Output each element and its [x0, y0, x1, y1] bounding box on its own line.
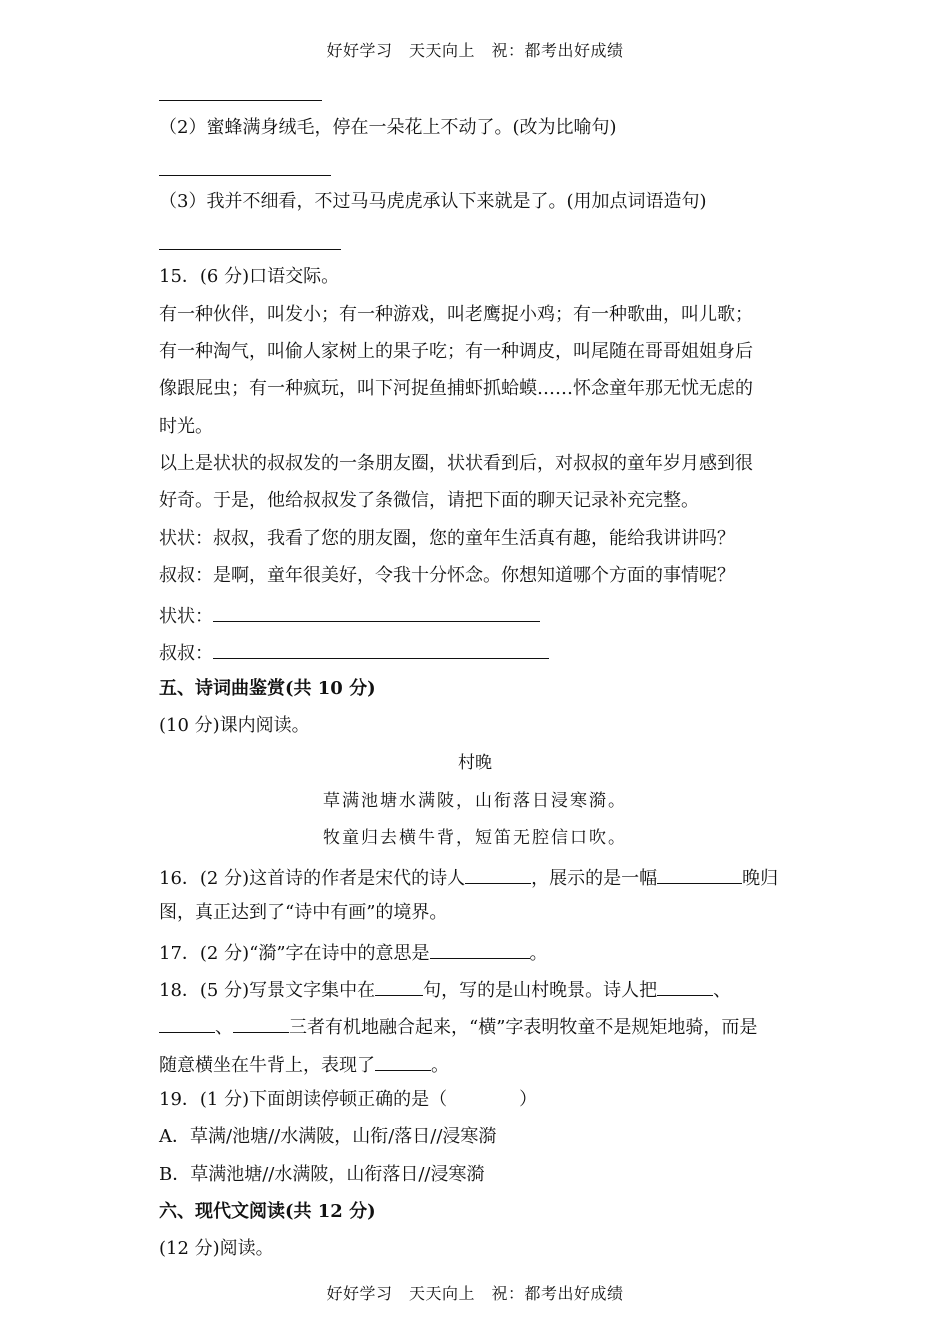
q19-option-a[interactable]: A．草满/池塘//水满陂，山衔/落日//浸寒漪	[159, 1126, 497, 1147]
answer-line	[159, 100, 322, 101]
section-five-intro: (10 分)课内阅读。	[159, 715, 310, 736]
q18-text: 随意横坐在牛背上，表现了	[159, 1055, 375, 1076]
answer-blank[interactable]	[233, 1014, 289, 1033]
q15-title: 15．(6 分)口语交际。	[159, 266, 340, 287]
poem-line: 草满池塘水满陂，山衔落日浸寒漪。	[323, 791, 627, 811]
q19-option-b[interactable]: B．草满池塘//水满陂，山衔落日//浸寒漪	[159, 1164, 485, 1185]
chat-reply-uncle	[159, 640, 549, 665]
answer-blank[interactable]	[465, 865, 531, 884]
chat-reply-zhuangzhuang	[159, 603, 540, 628]
q18-text: 、	[215, 1017, 233, 1038]
chat-line: 状状：叔叔，我看了您的朋友圈，您的童年生活真有趣，能给我讲讲吗？	[159, 528, 735, 549]
answer-blank[interactable]	[430, 940, 530, 959]
q18-text: 三者有机地融合起来，“横”字表明牧童不是规矩地骑，而是	[289, 1017, 758, 1038]
page-footer: 好好学习 天天向上 祝：都考出好成绩	[326, 1284, 624, 1303]
answer-blank[interactable]	[159, 1014, 215, 1033]
answer-line	[159, 175, 331, 176]
section-five-title: 五、诗词曲鉴赏(共 10 分)	[159, 678, 376, 699]
q14-item2: （2）蜜蜂满身绒毛，停在一朵花上不动了。(改为比喻句)	[159, 117, 617, 138]
q15-paragraph: 像跟屁虫；有一种疯玩，叫下河捉鱼捕虾抓蛤蟆……怀念童年那无忧无虑的	[159, 378, 753, 399]
q18	[159, 977, 731, 1002]
answer-blank[interactable]	[657, 977, 713, 996]
chat-speaker: 叔叔：	[159, 643, 213, 664]
q16-text: ，展示的是一幅	[531, 868, 658, 889]
q18-text: 、	[713, 980, 732, 1001]
answer-blank[interactable]	[375, 1052, 431, 1071]
q16	[159, 865, 778, 890]
q18-cont2	[159, 1052, 449, 1077]
answer-blank[interactable]	[213, 603, 540, 622]
answer-blank[interactable]	[375, 977, 423, 996]
chat-speaker: 状状：	[159, 606, 213, 627]
q17	[159, 940, 548, 965]
q17-text: 17．(2 分)“漪”字在诗中的意思是	[159, 943, 430, 964]
page-header: 好好学习 天天向上 祝：都考出好成绩	[326, 41, 624, 60]
section-six-title: 六、现代文阅读(共 12 分)	[159, 1201, 376, 1222]
answer-line	[159, 249, 341, 250]
q16-text: 晚归	[742, 868, 779, 889]
q17-text: 。	[529, 943, 548, 964]
section-six-intro: (12 分)阅读。	[159, 1238, 274, 1259]
poem-line: 牧童归去横牛背，短笛无腔信口吹。	[323, 828, 627, 848]
q18-cont	[159, 1014, 757, 1039]
q16-text: 16．(2 分)这首诗的作者是宋代的诗人	[159, 868, 466, 889]
q15-paragraph: 有一种淘气，叫偷人家树上的果子吃；有一种调皮，叫尾随在哥哥姐姐身后	[159, 341, 753, 362]
poem-title: 村晚	[458, 753, 492, 773]
answer-blank[interactable]	[213, 640, 549, 659]
q18-text: 18．(5 分)写景文字集中在	[159, 980, 376, 1001]
q18-text: 。	[431, 1055, 449, 1076]
q15-paragraph: 好奇。于是，他给叔叔发了条微信，请把下面的聊天记录补充完整。	[159, 490, 699, 511]
chat-line: 叔叔：是啊，童年很美好，令我十分怀念。你想知道哪个方面的事情呢？	[159, 565, 735, 586]
q19-stem: 19．(1 分)下面朗读停顿正确的是（ ）	[159, 1089, 538, 1110]
q15-paragraph: 时光。	[159, 416, 213, 437]
q18-text: 句，写的是山村晚景。诗人把	[423, 980, 658, 1001]
q16-cont: 图，真正达到了“诗中有画”的境界。	[159, 902, 448, 923]
q15-paragraph: 以上是状状的叔叔发的一条朋友圈，状状看到后，对叔叔的童年岁月感到很	[159, 453, 753, 474]
q15-paragraph: 有一种伙伴，叫发小；有一种游戏，叫老鹰捉小鸡；有一种歌曲，叫儿歌；	[159, 304, 753, 325]
q14-item3: （3）我并不细看，不过马马虎虎承认下来就是了。(用加点词语造句)	[159, 191, 707, 212]
answer-blank[interactable]	[657, 865, 742, 884]
